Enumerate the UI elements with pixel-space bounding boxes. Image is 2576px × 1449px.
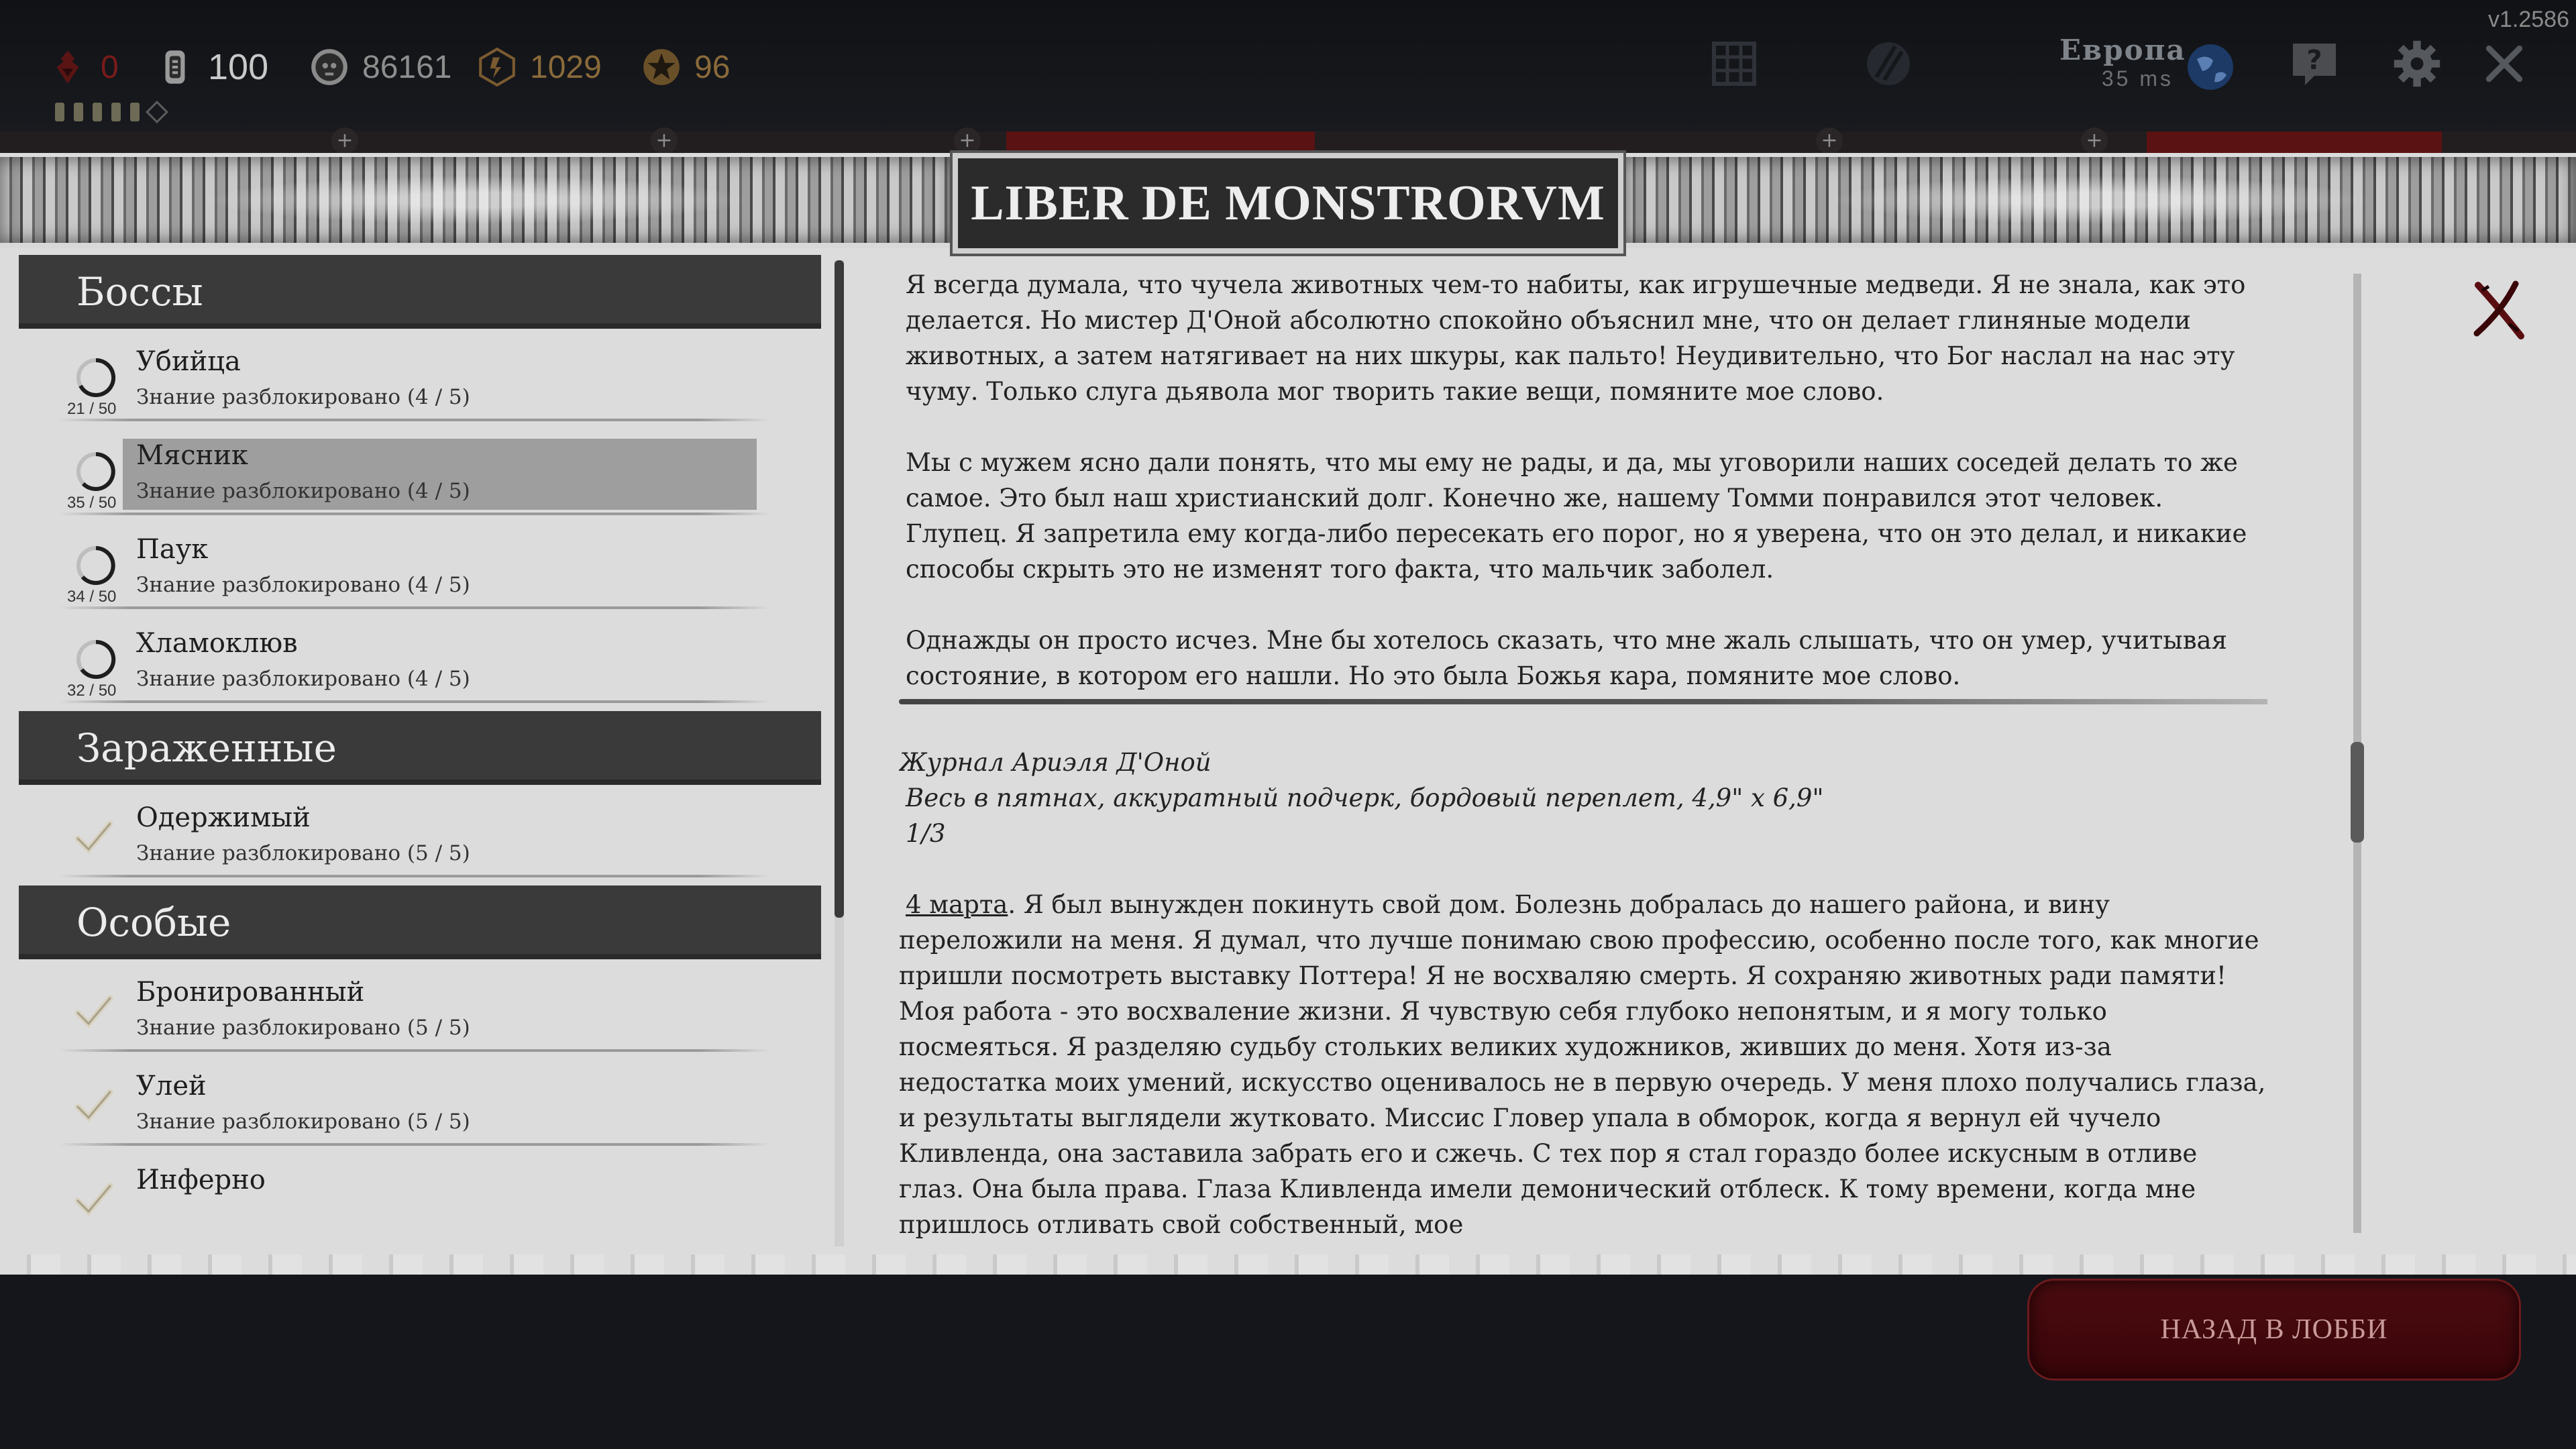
- journal-page: 1/3: [906, 819, 946, 848]
- plus-icon[interactable]: +: [2081, 127, 2108, 154]
- back-to-lobby-button[interactable]: [2027, 1279, 2521, 1381]
- journal-title: Журнал Ариэля Д'Оной: [899, 748, 1212, 777]
- blood-bonds-counter[interactable]: [47, 37, 119, 97]
- entry-name: Мясник: [136, 440, 248, 471]
- version-label: v1.2586: [2488, 7, 2569, 32]
- pip: [130, 103, 140, 121]
- text-scroll-thumb[interactable]: [2351, 742, 2364, 843]
- event-points-counter[interactable]: [641, 37, 730, 97]
- title-plate: [953, 153, 1623, 254]
- blood-bond-icon: [47, 46, 89, 88]
- entry-name: Инферно: [136, 1165, 266, 1195]
- section-header-bosses[interactable]: Боссы: [19, 255, 821, 329]
- section-divider: [899, 699, 2267, 704]
- blood-bond-pips: [55, 102, 165, 122]
- region-selector[interactable]: [2059, 34, 2186, 91]
- entry-status: Знание разблокировано (4 / 5): [136, 667, 470, 691]
- bounty-tokens-value: 1029: [530, 49, 602, 85]
- pip: [93, 103, 102, 121]
- list-item[interactable]: [19, 1154, 757, 1241]
- checkmark-icon: [74, 818, 114, 856]
- divider: [59, 419, 770, 421]
- entry-status: Знание разблокировано (5 / 5): [136, 841, 470, 865]
- hunt-emblem-icon[interactable]: [1858, 34, 1919, 94]
- plus-icon[interactable]: +: [651, 127, 678, 154]
- journal-description: Весь в пятнах, аккуратный подчерк, бордовый переплет, 4,9" x 6,9": [906, 784, 1824, 812]
- pip: [55, 103, 64, 121]
- list-item[interactable]: [19, 617, 757, 704]
- section-header-infected[interactable]: Зараженные: [19, 711, 821, 785]
- list-item[interactable]: [19, 792, 757, 879]
- page-title: LIBER DE MONSTRORVM: [971, 175, 1605, 231]
- divider: [59, 1143, 770, 1146]
- progress-ring-icon: [74, 543, 118, 588]
- challenges-icon[interactable]: [1704, 34, 1764, 94]
- entry-date: 4 марта: [906, 890, 1008, 919]
- divider: [59, 513, 770, 515]
- skull-coin-icon: [309, 46, 350, 88]
- help-icon[interactable]: [2284, 34, 2345, 94]
- checkmark-icon: [74, 1181, 114, 1218]
- divider: [59, 606, 770, 609]
- lore-paragraph: Я всегда думала, что чучела животных чем-то набиты, как игрушечные медведи. Я не знала, как это делается. Но мистер Д'Оной абсолютно спокойно объяснил мне, что он делает глиняные модели животных, а затем натягивает на них шкуры, как пальто! Неудивительно, что Бог наслал на нас эту чуму. Только слуга дьявола мог творить такие вещи, помяните мое слово.: [906, 270, 2246, 406]
- plus-icon[interactable]: +: [954, 127, 981, 154]
- divider: [59, 875, 770, 877]
- section-header-special[interactable]: Особые: [19, 885, 821, 959]
- entry-name: Улей: [136, 1071, 207, 1102]
- divider: [59, 1049, 770, 1052]
- list-scroll-thumb[interactable]: [835, 260, 844, 918]
- pip-empty: [146, 101, 168, 123]
- hunt-dollars-counter[interactable]: [154, 37, 268, 97]
- entry-progress: 34 / 50: [67, 588, 117, 606]
- skull-currency-value: 86161: [362, 49, 452, 85]
- entry-status: Знание разблокировано (5 / 5): [136, 1016, 470, 1040]
- top-bar: [0, 0, 2576, 134]
- entry-progress: 32 / 50: [67, 682, 117, 700]
- entry-name: Бронированный: [136, 977, 365, 1008]
- monster-list[interactable]: [19, 255, 824, 1267]
- checkmark-icon: [74, 993, 114, 1030]
- close-icon[interactable]: [2474, 34, 2534, 94]
- bounty-token-icon: [476, 46, 518, 88]
- entry-name: Одержимый: [136, 802, 311, 833]
- entry-text: . Я был вынужден покинуть свой дом. Болезнь добралась до нашего района, и вину переложили на меня. Я думал, что лучше понимаю свою профессию, особенно после того, как многие пришли посмотреть выставку Поттера! Я не восхваляю смерть. Я сохраняю животных ради памяти! Моя работа - это восхваление жизни. Я чувствую себя глубоко непонятым, и я могу только посмеяться. Я разделяю судьбу стольких великих художников, живших до меня. Хотя из-за недостатка моих умений, искусство оценивалось не в первую очередь. У меня плохо получались глаза, и результаты выглядели жутковато. Миссис Гловер упала в обморок, когда я вернул ей чучело Кливленда, она заставила забрать его и сжечь. С тех пор я стал гораздо более искусным в отливе глаз. Она была права. Глаза Кливленда имели демонический отблеск. К тому времени, когда мне пришлось отливать свой собственный, мое: [899, 890, 2266, 1239]
- divider: [59, 700, 770, 703]
- plus-icon[interactable]: +: [1816, 127, 1843, 154]
- ornate-frame-left: [0, 153, 953, 248]
- entry-status: Знание разблокировано (4 / 5): [136, 385, 470, 409]
- list-item[interactable]: [19, 966, 757, 1053]
- checkmark-icon: [74, 1087, 114, 1124]
- pip: [111, 103, 121, 121]
- tab-highlight: [1006, 131, 1315, 154]
- lore-paragraph: Однажды он просто исчез. Мне бы хотелось сказать, что мне жаль слышать, что он умер, учитывая состояние, в котором его нашли. Но это была Божья кара, помяните мое слово.: [906, 626, 2227, 690]
- entry-name: Убийца: [136, 346, 241, 377]
- progress-ring-icon: [74, 449, 118, 494]
- hunt-dollar-icon: [154, 46, 196, 88]
- entry-name: Паук: [136, 534, 209, 565]
- entry-status: Знание разблокировано (5 / 5): [136, 1110, 470, 1134]
- event-star-icon: [641, 46, 682, 88]
- entry-progress: 35 / 50: [67, 494, 117, 512]
- svg-text:?: ?: [2306, 45, 2322, 76]
- entry-name: Хламоклюв: [136, 628, 298, 659]
- list-item[interactable]: [19, 335, 757, 423]
- region-ping: 35 ms: [2101, 66, 2174, 91]
- back-to-lobby-label: НАЗАД В ЛОББИ: [2160, 1314, 2388, 1345]
- plus-icon[interactable]: +: [331, 127, 358, 154]
- entry-progress: 21 / 50: [67, 400, 117, 418]
- list-item[interactable]: [19, 1060, 757, 1147]
- journal-entry: [899, 887, 2267, 1242]
- gear-icon[interactable]: [2387, 34, 2447, 94]
- entry-status: Знание разблокировано (4 / 5): [136, 479, 470, 503]
- progress-ring-icon: [74, 356, 118, 400]
- globe-icon[interactable]: [2184, 40, 2237, 94]
- event-points-value: 96: [694, 49, 731, 85]
- region-name: Европа: [2059, 34, 2186, 66]
- progress-ring-icon: [74, 637, 118, 682]
- lore-text-area[interactable]: [899, 267, 2267, 1267]
- entry-status: Знание разблокировано (4 / 5): [136, 573, 470, 597]
- close-panel-icon[interactable]: [2469, 277, 2529, 344]
- bestiary-panel: [0, 240, 2576, 1267]
- blood-bonds-value: 0: [101, 49, 119, 85]
- list-item-selected[interactable]: [19, 429, 757, 517]
- ornate-frame-right: [1623, 153, 2576, 248]
- tab-highlight: [2147, 131, 2442, 154]
- bounty-tokens-counter[interactable]: [476, 37, 602, 97]
- lore-paragraph: Мы с мужем ясно дали понять, что мы ему не рады, и да, мы уговорили наших соседей делать то же самое. Это был наш христианский долг. Конечно же, нашему Томми понравился этот человек. Глупец. Я запретила ему когда-либо пересекать его порог, но я уверена, что он это делал, и никакие способы скрыть это не изменят того факта, что мальчик заболел.: [906, 448, 2247, 584]
- pip: [74, 103, 83, 121]
- list-item[interactable]: [19, 523, 757, 610]
- hunt-dollars-value: 100: [208, 47, 269, 87]
- panel-torn-edge: [0, 1254, 2576, 1275]
- skull-currency-counter[interactable]: [309, 37, 451, 97]
